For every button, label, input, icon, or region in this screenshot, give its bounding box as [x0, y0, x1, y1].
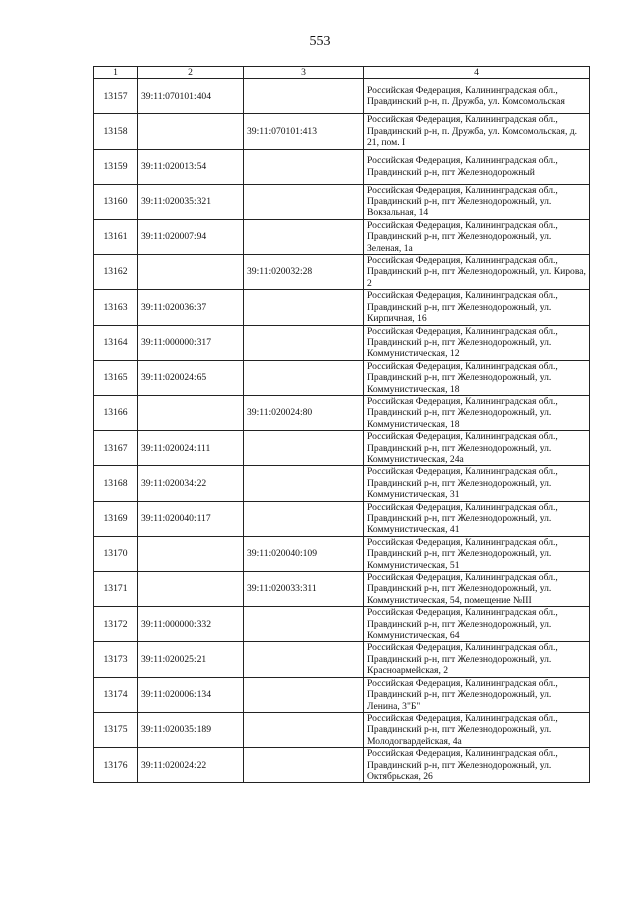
cadastral-number-col3	[244, 325, 364, 360]
address-cell: Российская Федерация, Калининградская обл., Правдинский р-н, п. Дружба, ул. Комсомольская, д. 21, пом. I	[364, 114, 590, 149]
row-number: 13175	[94, 712, 138, 747]
table-row	[94, 501, 590, 536]
address-cell: Российская Федерация, Калининградская обл., Правдинский р-н, пгт Железнодорожный, ул. Октябрьская, 26	[364, 748, 590, 783]
row-number: 13170	[94, 536, 138, 571]
row-number: 13158	[94, 114, 138, 149]
address-cell: Российская Федерация, Калининградская обл., Правдинский р-н, пгт Железнодорожный, ул. Коммунистическая, 24а	[364, 431, 590, 466]
cadastral-number-col2	[138, 572, 244, 607]
cadastral-number-col2: 39:11:020024:65	[138, 360, 244, 395]
table-row	[94, 466, 590, 501]
cadastral-number-col3	[244, 748, 364, 783]
table-row	[94, 395, 590, 430]
cadastral-number-col3	[244, 712, 364, 747]
cadastral-number-col2: 39:11:000000:332	[138, 607, 244, 642]
address-cell: Российская Федерация, Калининградская обл., Правдинский р-н, пгт Железнодорожный, ул. Ленина, 3"Б"	[364, 677, 590, 712]
row-number: 13168	[94, 466, 138, 501]
cadastral-number-col3: 39:11:020040:109	[244, 536, 364, 571]
cadastral-number-col2: 39:11:020007:94	[138, 219, 244, 254]
table-row	[94, 536, 590, 571]
cadastral-number-col3	[244, 642, 364, 677]
cadastral-number-col2: 39:11:020024:22	[138, 748, 244, 783]
table-row	[94, 677, 590, 712]
table-row	[94, 255, 590, 290]
address-cell: Российская Федерация, Калининградская обл., Правдинский р-н, пгт Железнодорожный, ул. Коммунистическая, 54, помещение №III	[364, 572, 590, 607]
table-row	[94, 607, 590, 642]
table-header-row	[94, 67, 590, 79]
cadastral-number-col3: 39:11:020032:28	[244, 255, 364, 290]
address-cell: Российская Федерация, Калининградская обл., Правдинский р-н, пгт Железнодорожный, ул. Коммунистическая, 31	[364, 466, 590, 501]
table-row	[94, 219, 590, 254]
column-header-2: 2	[138, 67, 244, 79]
row-number: 13171	[94, 572, 138, 607]
cadastral-number-col2: 39:11:020013:54	[138, 149, 244, 184]
address-cell: Российская Федерация, Калининградская обл., Правдинский р-н, пгт Железнодорожный, ул. Вокзальная, 14	[364, 184, 590, 219]
address-cell: Российская Федерация, Калининградская обл., Правдинский р-н, пгт Железнодорожный, ул. Коммунистическая, 18	[364, 360, 590, 395]
address-cell: Российская Федерация, Калининградская обл., Правдинский р-н, пгт Железнодорожный, ул. Коммунистическая, 41	[364, 501, 590, 536]
cadastral-number-col2: 39:11:000000:317	[138, 325, 244, 360]
row-number: 13163	[94, 290, 138, 325]
table-row	[94, 642, 590, 677]
table-row	[94, 431, 590, 466]
cadastral-number-col2: 39:11:020035:189	[138, 712, 244, 747]
cadastral-number-col3	[244, 219, 364, 254]
row-number: 13165	[94, 360, 138, 395]
cadastral-number-col2	[138, 255, 244, 290]
table-row	[94, 572, 590, 607]
address-cell: Российская Федерация, Калининградская обл., Правдинский р-н, пгт Железнодорожный, ул. Молодогвардейская, 4а	[364, 712, 590, 747]
cadastral-number-col2	[138, 114, 244, 149]
cadastral-number-col2: 39:11:020025:21	[138, 642, 244, 677]
cadastral-number-col2	[138, 536, 244, 571]
row-number: 13166	[94, 395, 138, 430]
cadastral-number-col2: 39:11:020006:134	[138, 677, 244, 712]
row-number: 13162	[94, 255, 138, 290]
cadastral-number-col3: 39:11:020024:80	[244, 395, 364, 430]
cadastral-number-col2: 39:11:070101:404	[138, 79, 244, 114]
table-row	[94, 712, 590, 747]
cadastral-number-col3	[244, 677, 364, 712]
cadastral-number-col2	[138, 395, 244, 430]
cadastral-number-col3	[244, 607, 364, 642]
cadastral-number-col3: 39:11:020033:311	[244, 572, 364, 607]
cadastral-number-col3	[244, 501, 364, 536]
cadastral-number-col2: 39:11:020024:111	[138, 431, 244, 466]
cadastral-number-col2: 39:11:020034:22	[138, 466, 244, 501]
table-row	[94, 360, 590, 395]
address-cell: Российская Федерация, Калининградская обл., Правдинский р-н, пгт Железнодорожный, ул. Коммунистическая, 18	[364, 395, 590, 430]
row-number: 13157	[94, 79, 138, 114]
table-row	[94, 290, 590, 325]
table-row	[94, 79, 590, 114]
page-number: 553	[309, 34, 331, 49]
cadastral-number-col2: 39:11:020036:37	[138, 290, 244, 325]
row-number: 13176	[94, 748, 138, 783]
cadastral-number-col3	[244, 431, 364, 466]
address-cell: Российская Федерация, Калининградская обл., Правдинский р-н, п. Дружба, ул. Комсомольская	[364, 79, 590, 114]
row-number: 13160	[94, 184, 138, 219]
cadastral-number-col3	[244, 149, 364, 184]
row-number: 13159	[94, 149, 138, 184]
address-cell: Российская Федерация, Калининградская обл., Правдинский р-н, пгт Железнодорожный, ул. Коммунистическая, 12	[364, 325, 590, 360]
column-header-4: 4	[364, 67, 590, 79]
address-cell: Российская Федерация, Калининградская обл., Правдинский р-н, пгт Железнодорожный, ул. Коммунистическая, 51	[364, 536, 590, 571]
row-number: 13167	[94, 431, 138, 466]
registry-table	[93, 66, 590, 783]
cadastral-number-col2: 39:11:020040:117	[138, 501, 244, 536]
column-header-1: 1	[94, 67, 138, 79]
row-number: 13169	[94, 501, 138, 536]
cadastral-number-col3	[244, 79, 364, 114]
column-header-3: 3	[244, 67, 364, 79]
address-cell: Российская Федерация, Калининградская обл., Правдинский р-н, пгт Железнодорожный, ул. Красноармейская, 2	[364, 642, 590, 677]
table-row	[94, 184, 590, 219]
cadastral-number-col3	[244, 360, 364, 395]
table-row	[94, 325, 590, 360]
cadastral-number-col3: 39:11:070101:413	[244, 114, 364, 149]
row-number: 13161	[94, 219, 138, 254]
address-cell: Российская Федерация, Калининградская обл., Правдинский р-н, пгт Железнодорожный, ул. Зеленая, 1а	[364, 219, 590, 254]
row-number: 13164	[94, 325, 138, 360]
address-cell: Российская Федерация, Калининградская обл., Правдинский р-н, пгт Железнодорожный	[364, 149, 590, 184]
address-cell: Российская Федерация, Калининградская обл., Правдинский р-н, пгт Железнодорожный, ул. Коммунистическая, 64	[364, 607, 590, 642]
row-number: 13172	[94, 607, 138, 642]
table-row	[94, 114, 590, 149]
table-row	[94, 149, 590, 184]
table-row	[94, 748, 590, 783]
address-cell: Российская Федерация, Калининградская обл., Правдинский р-н, пгт Железнодорожный, ул. Кирпичная, 16	[364, 290, 590, 325]
row-number: 13174	[94, 677, 138, 712]
cadastral-number-col3	[244, 184, 364, 219]
row-number: 13173	[94, 642, 138, 677]
cadastral-number-col3	[244, 466, 364, 501]
cadastral-number-col2: 39:11:020035:321	[138, 184, 244, 219]
address-cell: Российская Федерация, Калининградская обл., Правдинский р-н, пгт Железнодорожный, ул. Кирова, 2	[364, 255, 590, 290]
cadastral-number-col3	[244, 290, 364, 325]
